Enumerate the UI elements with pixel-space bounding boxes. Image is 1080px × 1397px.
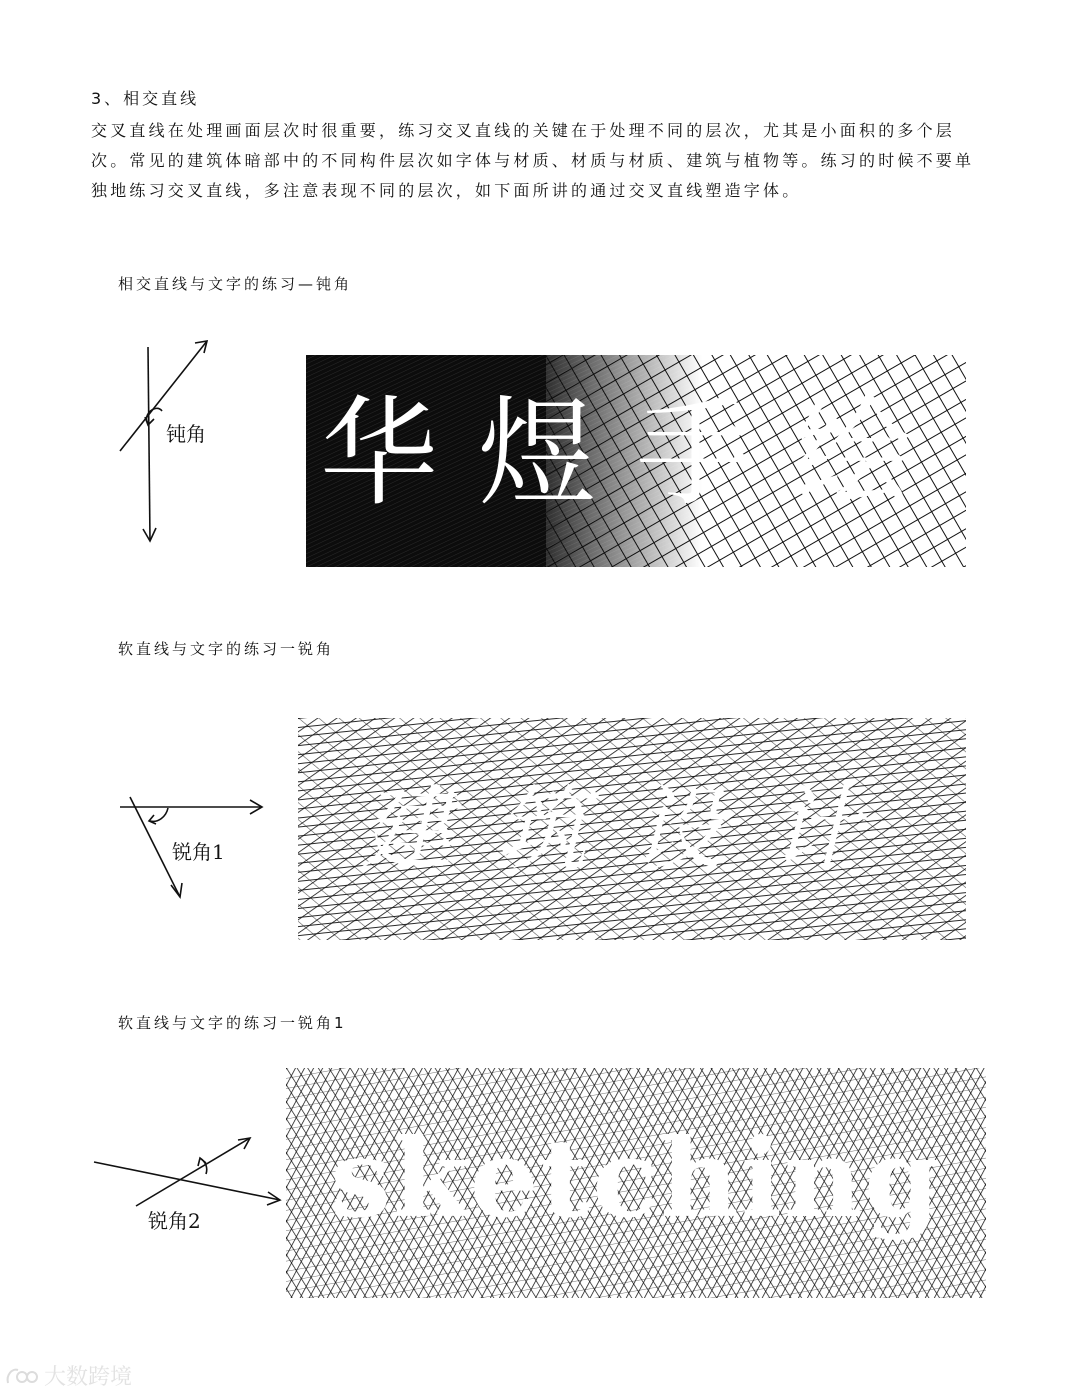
section-paragraph: 交叉直线在处理画面层次时很重要，练习交叉直线的关键在于处理不同的层次，尤其是小面积的多个层次。常见的建筑体暗部中的不同构件层次如字体与材质、材质与材质、建筑与植物等。练习的时候不要单独地练习交叉直线，多注意表现不同的层次，如下面所讲的通过交叉直线塑造字体。 [91,121,975,200]
obtuse-angle-diagram [112,335,242,555]
acute-angle-1-diagram [116,775,276,905]
watermark [4,1360,132,1391]
exercise-1-caption: 相交直线与文字的练习—钝角 [118,275,353,293]
artwork-3-text: sketching [330,1116,942,1242]
hatching-artwork-3 [286,1068,986,1298]
exercise-3-caption: 软直线与文字的练习一锐角1 [118,1014,347,1032]
artwork-1-text: 华煜手绘 [319,384,952,522]
exercise-2-caption: 软直线与文字的练习一锐角 [118,640,335,658]
section-heading: 3、相交直线 [91,89,200,108]
acute-angle-2-diagram [92,1132,292,1242]
hatching-artwork-2 [298,718,966,940]
acute-angle-2-label: 锐角2 [148,1209,201,1233]
hatching-artwork-1 [306,355,966,567]
obtuse-angle-label: 钝角 [166,422,206,446]
acute-angle-1-label: 锐角1 [172,840,225,864]
watermark-text: 大数跨境 [44,1365,133,1390]
brand-logo-icon [4,1365,40,1387]
artwork-2-text: 建筑设计 [359,776,904,883]
